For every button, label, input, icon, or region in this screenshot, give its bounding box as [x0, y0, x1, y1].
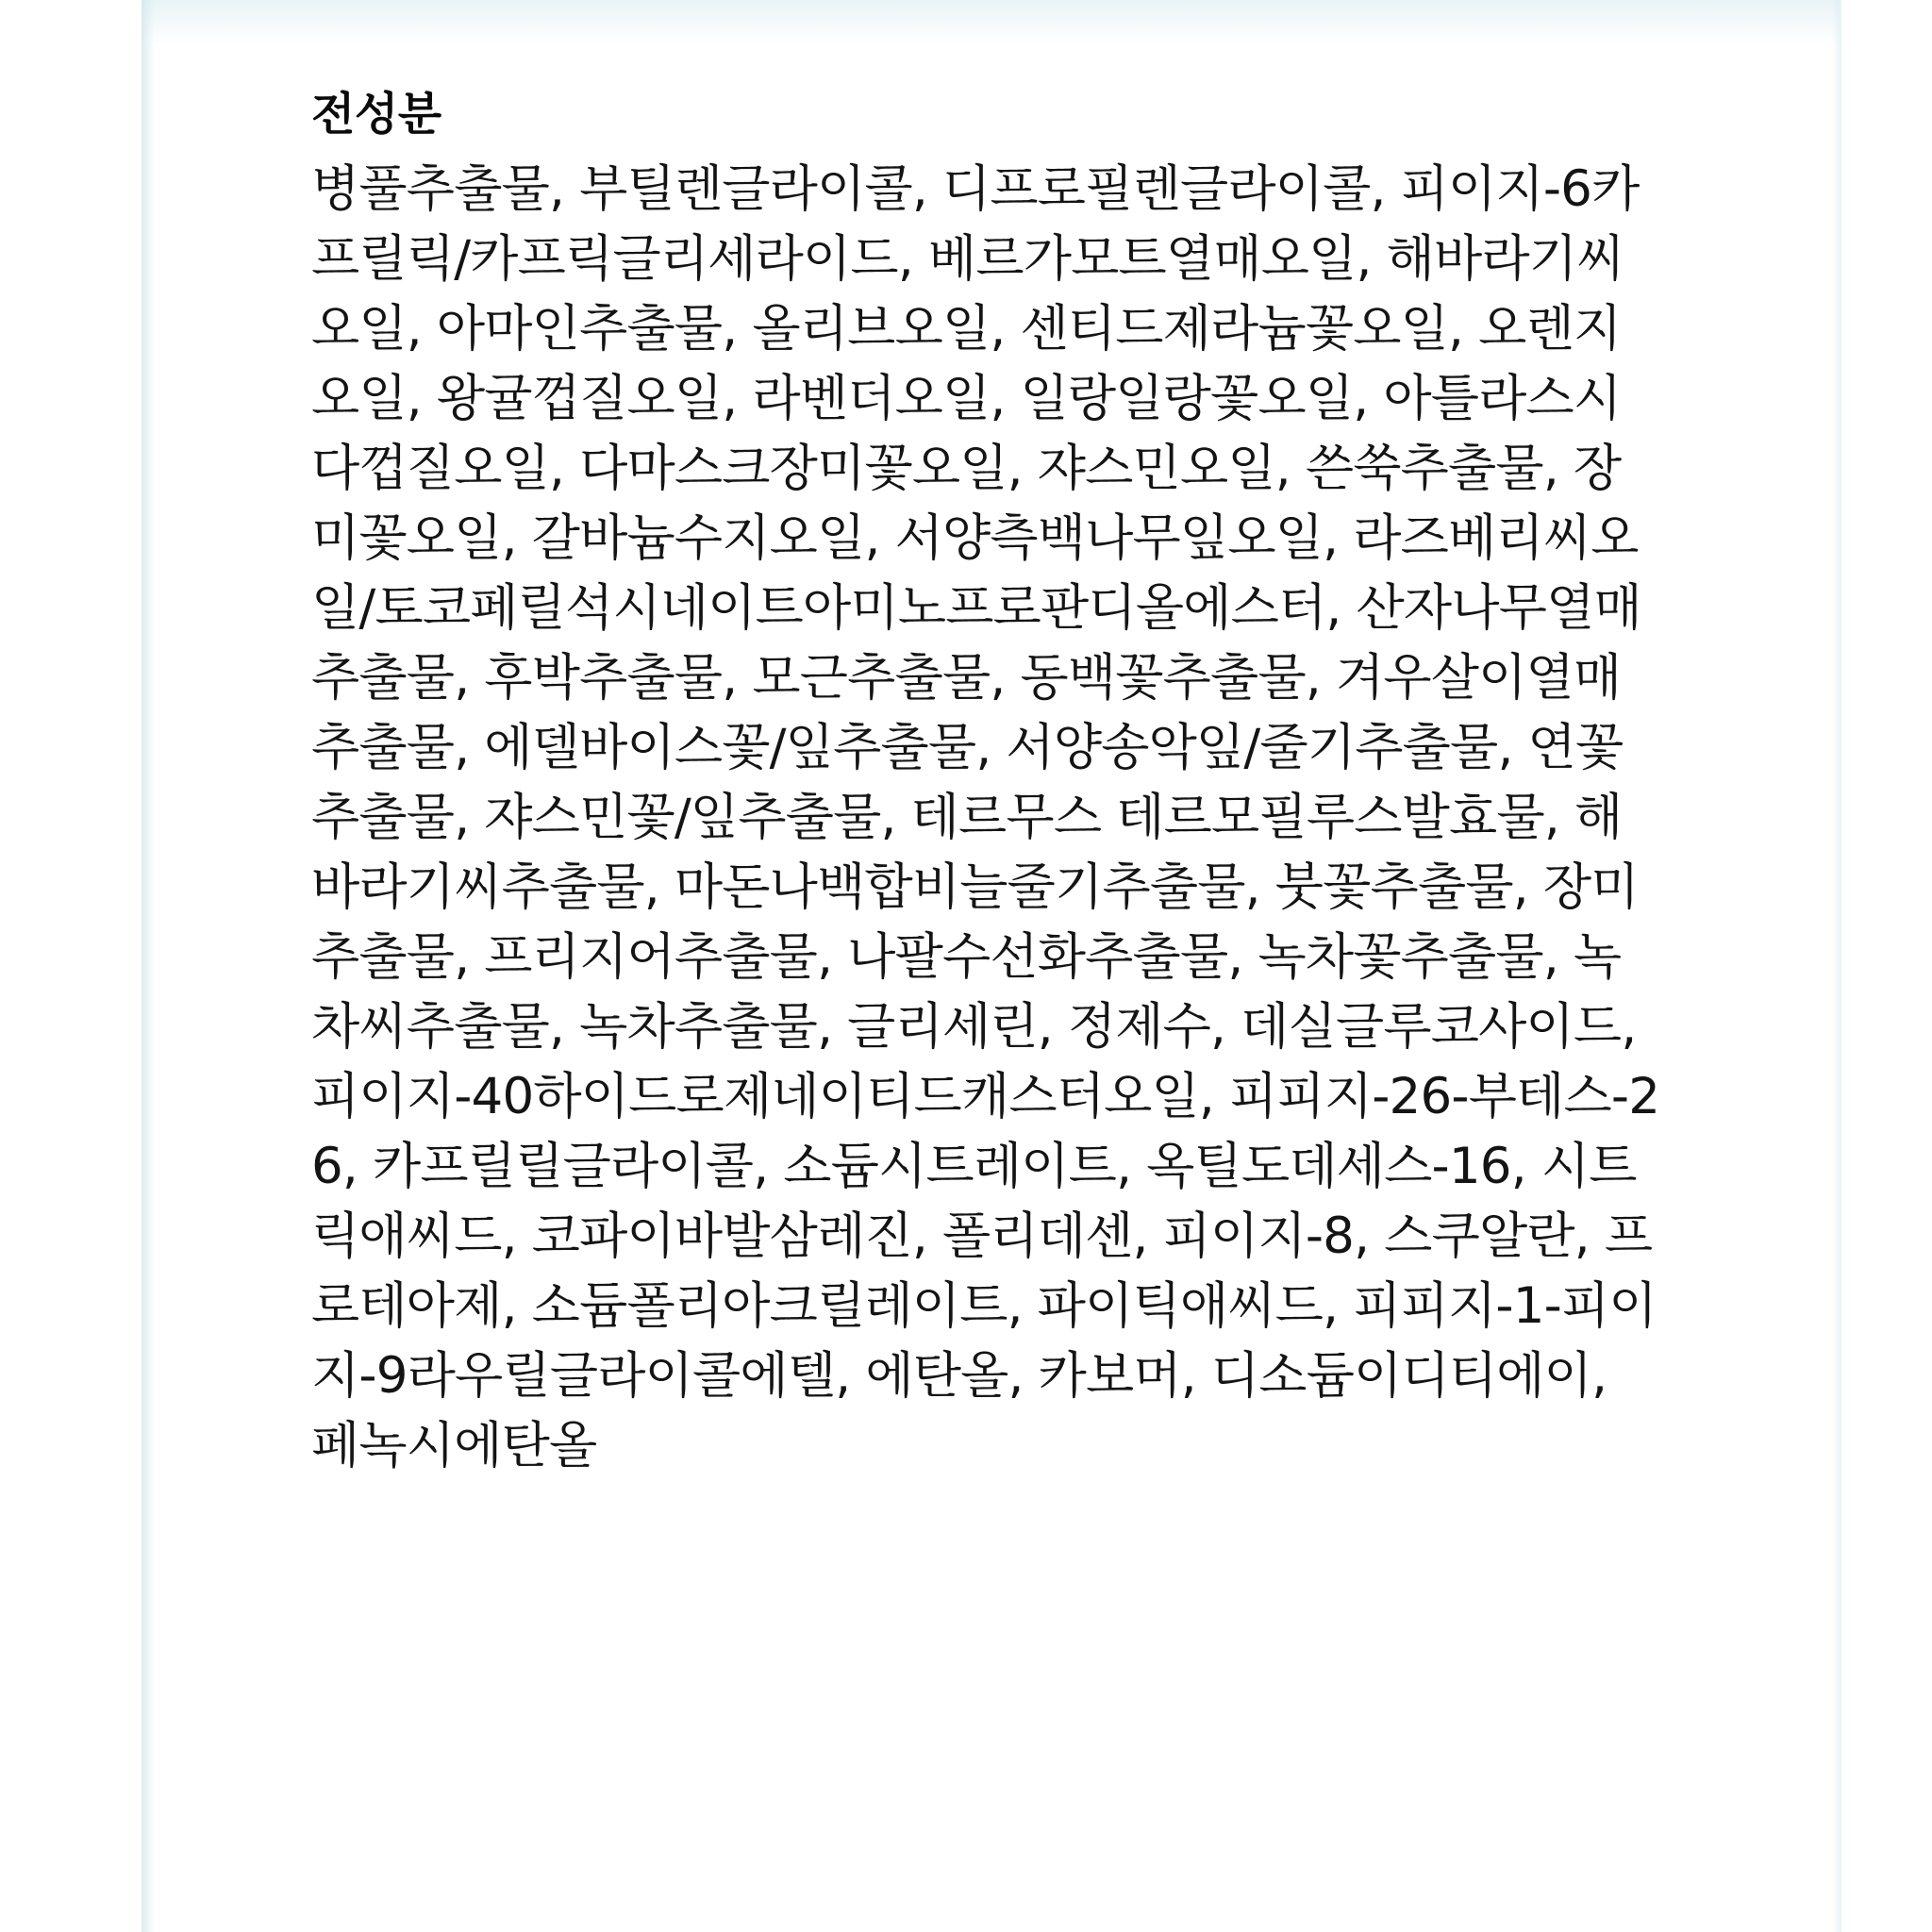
- ingredients-heading: 전성분: [311, 88, 441, 141]
- scan-edge-tint-right: [1832, 0, 1841, 1932]
- scan-edge-tint-left: [142, 0, 155, 1932]
- scan-edge-tint-top: [142, 0, 1840, 43]
- ingredient-label-block: [311, 88, 1660, 1481]
- ingredients-text: 병풀추출물, 부틸렌글라이콜, 디프로필렌글라이콜, 피이지-6카프릴릭/카프릭글리세라이드, 베르가모트열매오일, 해바라기씨오일, 아마인추출물, 올리브오일, 센티드제라늄꽃오일, 오렌지오일, 왕귤껍질오일, 라벤더오일, 일랑일랑꽃오일, 아틀라스시다껍질오일, 다마스크장미꽃오일, 쟈스민오일, 쓴쑥추출물, 장미꽃오일, 갈바늄수지오일, 서양측백나무잎오일, 라즈베리씨오일/토코페릴석시네이트아미노프로판디올에스터, 산자나무열매추출물, 후박추출물, 모근추출물, 동백꽃추출물, 겨우살이열매추출물, 에델바이스꽃/잎추출물, 서양송악잎/줄기추출물, 연꽃추출물, 쟈스민꽃/잎추출물, 테르무스 테르모필루스발효물, 해바라기씨추출물, 마돈나백합비늘줄기추출물, 붓꽃추출물, 장미추출물, 프리지어추출물, 나팔수선화추출물, 녹차꽃추출물, 녹차씨추출물, 녹차추출물, 글리세린, 정제수, 데실글루코사이드, 피이지-40하이드로제네이티드캐스터오일, 피피지-26-부테스-26, 카프릴릴글라이콜, 소듐시트레이트, 옥틸도데세스-16, 시트릭애씨드, 코파이바발삼레진, 폴리데센, 피이지-8, 스쿠알란, 프로테아제, 소듐폴리아크릴레이트, 파이틱애씨드, 피피지-1-피이지-9라우릴글라이콜에텔, 에탄올, 카보머, 디소듐이디티에이, 페녹시에탄올: [311, 160, 1660, 1475]
